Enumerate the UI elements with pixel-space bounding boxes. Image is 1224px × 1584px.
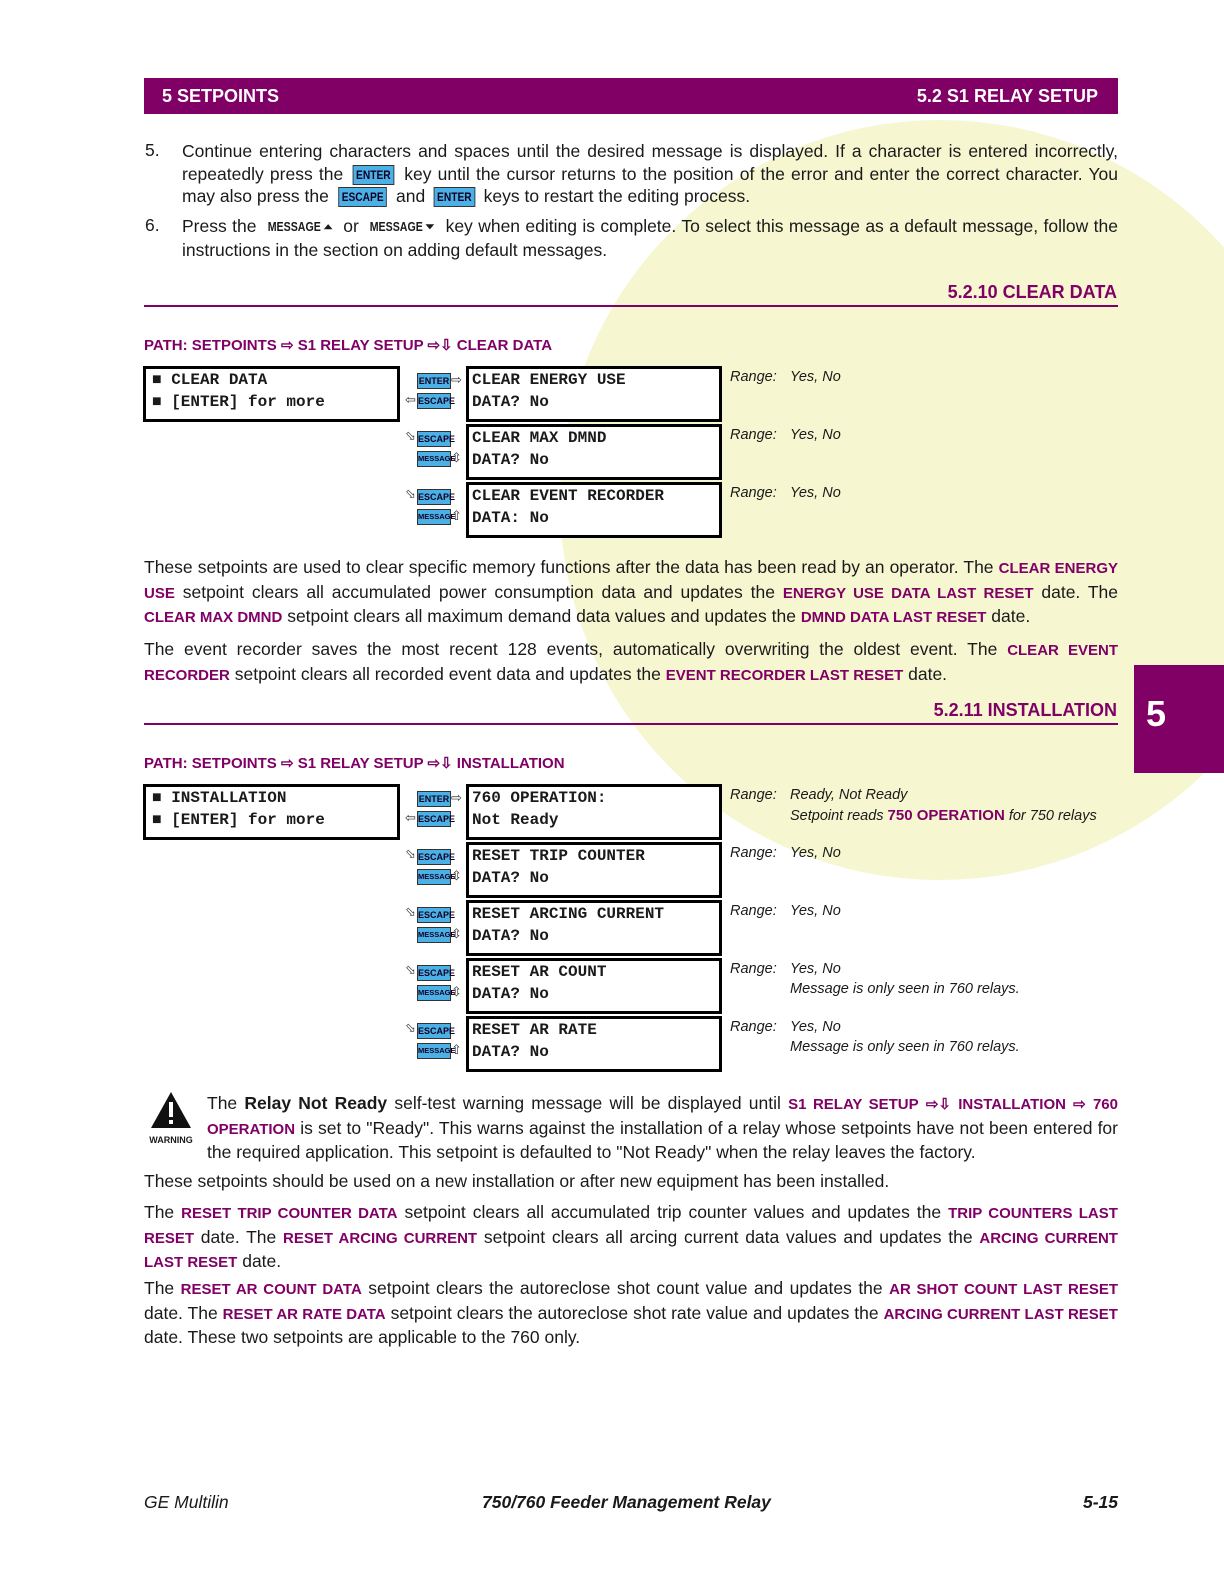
page-number: 5-15: [1082, 1492, 1118, 1512]
message-box: CLEAR ENERGY USE DATA? No: [466, 366, 722, 422]
chapter-title: 5 SETPOINTS: [162, 86, 280, 106]
section-title: 5.2 S1 RELAY SETUP: [916, 86, 1098, 106]
section-rule: [144, 723, 1118, 725]
path-breadcrumb: PATH: SETPOINTS ⇨ S1 RELAY SETUP ⇨⇩ CLEAR DATA: [144, 337, 553, 354]
nav-keys: ⬂ ESCAPE MESSAGE ⇧: [405, 486, 462, 523]
footer-company: GE Multilin: [144, 1492, 229, 1512]
warning-text: The Relay Not Ready self-test warning message will be displayed until S1 RELAY SETUP ⇨⇩ INSTALLATION ⇨ 760 OPERATION is set to "Ready". This warns against the installation of a relay whose setpoints have not been entered for the required application. This setpoint is defaulted to "Not Ready" when the relay leaves the factory.: [207, 1093, 1118, 1162]
enter-key-icon: ENTER: [353, 165, 394, 185]
menu-header-box: ■ CLEAR DATA ■ [ENTER] for more: [143, 366, 400, 422]
step-number: 6.: [145, 215, 160, 235]
message-box: RESET TRIP COUNTER DATA? No: [466, 842, 722, 898]
enter-key-icon: ENTER: [417, 373, 451, 389]
step-5-text: Continue entering characters and spaces until the desired message is displayed. If a character is entered incorrectly, repeatedly press the ENTER key until the cursor returns to the position of the error and enter the correct character. You may also press the ESCAPE and ENTER keys to restart the editing process.: [182, 141, 1118, 206]
escape-key-icon: ESCAPE: [417, 965, 451, 981]
message-key-icon: MESSAGE: [417, 1043, 451, 1059]
nav-keys: ⬂ ESCAPE MESSAGE ⇳: [405, 846, 462, 883]
message-key-icon: MESSAGE: [417, 869, 451, 885]
message-box: RESET ARCING CURRENT DATA? No: [466, 900, 722, 956]
message-box: RESET AR RATE DATA? No: [466, 1016, 722, 1072]
message-key-icon: MESSAGE: [417, 451, 451, 467]
nav-keys: ENTER ⇨ ⇦ ESCAPE: [405, 790, 462, 825]
message-up-key-icon: MESSAGE ⏶: [267, 220, 333, 235]
warning-icon: WARNING: [146, 1090, 196, 1145]
message-box: CLEAR EVENT RECORDER DATA: No: [466, 482, 722, 538]
chapter-tab: 5: [1134, 665, 1224, 773]
section-heading: 5.2.10 CLEAR DATA: [947, 282, 1117, 302]
section-rule: [144, 305, 1118, 307]
message-box: RESET AR COUNT DATA? No: [466, 958, 722, 1014]
footer-title: 750/760 Feeder Management Relay: [482, 1492, 771, 1512]
enter-key-icon: ENTER: [417, 791, 451, 807]
step-number: 5.: [145, 140, 160, 160]
nav-keys: ⬂ ESCAPE MESSAGE ⇳: [405, 904, 462, 941]
step-6-text: Press the MESSAGE ⏶ or MESSAGE ⏷ key when editing is complete. To select this message as a default message, follow the instructions in the section on adding default messages.: [182, 216, 1118, 260]
menu-header-box: ■ INSTALLATION ■ [ENTER] for more: [143, 784, 400, 840]
installation-paragraph-3: The RESET AR COUNT DATA setpoint clears the autoreclose shot count value and updates the AR SHOT COUNT LAST RESET date. The RESET AR RATE DATA setpoint clears the autoreclose shot rate value and updates the ARCING CURRENT LAST RESET date. These two setpoints are applicable to the 760 only.: [144, 1278, 1118, 1347]
nav-keys: ⬂ ESCAPE MESSAGE ⇳: [405, 962, 462, 999]
clear-data-paragraph-2: The event recorder saves the most recent 128 events, automatically overwriting the oldest event. The CLEAR EVENT RECORDER setpoint clears all recorded event data and updates the EVENT RECORDER LAST RESET date.: [144, 639, 1119, 684]
enter-key-icon: ENTER: [434, 187, 475, 207]
section-heading: 5.2.11 INSTALLATION: [933, 700, 1117, 720]
nav-keys: ⬂ ESCAPE MESSAGE ⇧: [405, 1020, 462, 1057]
nav-keys: ENTER ⇨ ⇦ ESCAPE: [405, 372, 462, 407]
message-key-icon: MESSAGE: [417, 985, 451, 1001]
message-key-icon: MESSAGE: [417, 509, 451, 525]
message-box: CLEAR MAX DMND DATA? No: [466, 424, 722, 480]
escape-key-icon: ESCAPE: [417, 907, 451, 923]
escape-key-icon: ESCAPE: [417, 811, 451, 827]
message-key-icon: MESSAGE: [417, 927, 451, 943]
escape-key-icon: ESCAPE: [338, 187, 387, 207]
message-box: 760 OPERATION: Not Ready: [466, 784, 722, 840]
escape-key-icon: ESCAPE: [417, 431, 451, 447]
page-header: [144, 78, 1118, 114]
installation-paragraph-1: These setpoints should be used on a new installation or after new equipment has been installed.: [144, 1171, 890, 1191]
path-breadcrumb: PATH: SETPOINTS ⇨ S1 RELAY SETUP ⇨⇩ INSTALLATION: [144, 755, 565, 772]
clear-data-paragraph-1: These setpoints are used to clear specific memory functions after the data has been read by an operator. The CLEAR ENERGY USE setpoint clears all accumulated power consumption data and updates the ENERGY USE DATA LAST RESET date. The CLEAR MAX DMND setpoint clears all maximum demand data values and updates the DMND DATA LAST RESET date.: [144, 557, 1119, 626]
escape-key-icon: ESCAPE: [417, 849, 451, 865]
escape-key-icon: ESCAPE: [417, 393, 451, 409]
installation-paragraph-2: The RESET TRIP COUNTER DATA setpoint clears all accumulated trip counter values and updates the TRIP COUNTERS LAST RESET date. The RESET ARCING CURRENT setpoint clears all arcing current data values and updates the ARCING CURRENT LAST RESET date.: [144, 1202, 1118, 1271]
escape-key-icon: ESCAPE: [417, 489, 451, 505]
nav-keys: ⬂ ESCAPE MESSAGE ⇳: [405, 428, 462, 465]
escape-key-icon: ESCAPE: [417, 1023, 451, 1039]
message-down-key-icon: MESSAGE ⏷: [369, 220, 435, 235]
